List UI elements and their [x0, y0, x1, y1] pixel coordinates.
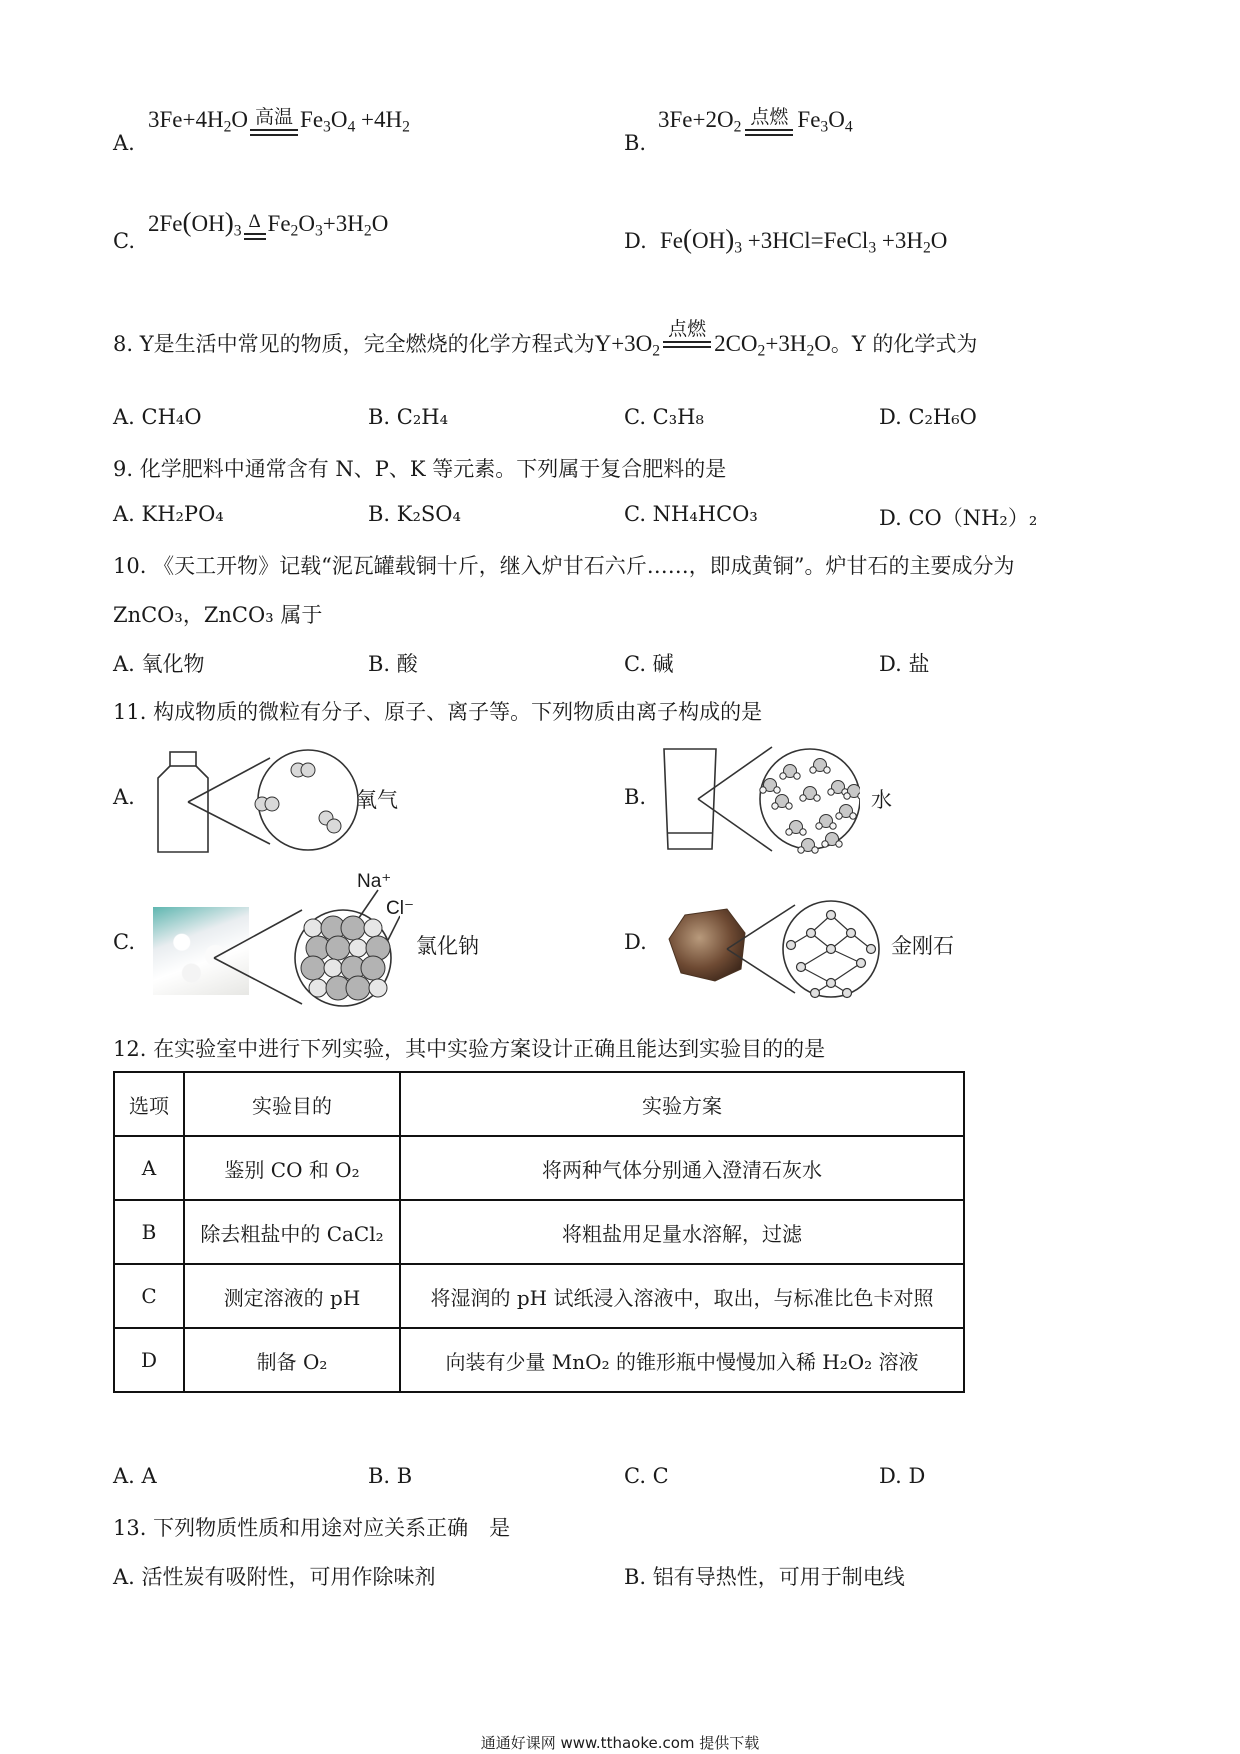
question-10-line2: ZnCO₃，ZnCO₃ 属于	[113, 603, 323, 627]
q8-option-c[interactable]: C. C₃H₈	[624, 405, 704, 429]
question-8-text: 8. Y是生活中常见的物质，完全燃烧的化学方程式为	[113, 332, 595, 356]
q11-option-a-label[interactable]: A.	[113, 785, 135, 809]
row-a-plan: 将两种气体分别通入澄清石灰水	[400, 1136, 964, 1200]
q8-option-b[interactable]: B. C₂H₄	[368, 405, 449, 429]
option-d-equation: $Fe(OH)_3$ +3HCl=FeCl$_3$ $+3H_2O$	[660, 224, 948, 257]
q11-option-d-label[interactable]: D.	[624, 930, 647, 954]
q11-option-c-label[interactable]: C.	[113, 930, 135, 954]
option-b-label: B.	[624, 131, 647, 155]
option-c-label: C.	[113, 229, 135, 253]
table-header-row	[114, 1072, 964, 1136]
question-8	[113, 318, 978, 360]
experiment-table	[113, 1071, 965, 1393]
q12-option-b[interactable]: B. B	[368, 1464, 413, 1488]
option-a-label: A.	[113, 131, 135, 155]
q12-option-d[interactable]: D. D	[879, 1464, 926, 1488]
q11-option-b-name: 水	[871, 788, 892, 812]
row-b-option: B	[114, 1200, 184, 1264]
diamond-diagram	[665, 893, 895, 1013]
row-b-plan: 将粗盐用足量水溶解，过滤	[400, 1200, 964, 1264]
row-a-purpose: 鉴别 CO 和 O₂	[184, 1136, 400, 1200]
question-11: 11. 构成物质的微粒有分子、原子、离子等。下列物质由离子构成的是	[113, 700, 763, 724]
condition-heat: Δ	[248, 210, 261, 232]
q10-option-c[interactable]: C. 碱	[624, 652, 674, 676]
q8-option-d[interactable]: D. C₂H₆O	[879, 405, 977, 429]
header-option: 选项	[114, 1072, 184, 1136]
q8-option-a[interactable]: A. CH₄O	[113, 405, 202, 429]
q11-option-b-label[interactable]: B.	[624, 785, 647, 809]
water-glass-diagram	[660, 735, 860, 857]
oxygen-bottle-diagram	[150, 740, 370, 856]
row-c-option: C	[114, 1264, 184, 1328]
row-c-purpose: 测定溶液的 pH	[184, 1264, 400, 1328]
row-d-option: D	[114, 1328, 184, 1392]
option-a-equation: $3Fe+4H_2O$ 高温 $Fe_3O_4 +4H_2$	[148, 106, 410, 136]
question-8-text-after: 。Y 的化学式为	[830, 332, 978, 356]
table-row	[114, 1264, 964, 1328]
table-row	[114, 1200, 964, 1264]
page-footer: 通通好课网 www.tthaoke.com 提供下载	[480, 1734, 760, 1752]
q10-option-b[interactable]: B. 酸	[368, 652, 418, 676]
table-row	[114, 1136, 964, 1200]
q10-option-a[interactable]: A. 氧化物	[113, 652, 205, 676]
q9-option-a[interactable]: A. KH₂PO₄	[113, 502, 224, 526]
q11-option-d-name: 金刚石	[891, 934, 954, 958]
q11-option-a-name: 氧气	[356, 788, 398, 812]
q12-option-a[interactable]: A. A	[113, 1464, 157, 1488]
table-row	[114, 1328, 964, 1392]
condition-high-temp: 高温	[255, 106, 294, 128]
option-b-equation: $3Fe+2O_2$ 点燃 $Fe_3O_4$	[658, 106, 853, 136]
row-d-plan: 向装有少量 MnO₂ 的锥形瓶中慢慢加入稀 H₂O₂ 溶液	[400, 1328, 964, 1392]
header-plan: 实验方案	[400, 1072, 964, 1136]
q13-option-b[interactable]: B. 铝有导热性，可用于制电线	[624, 1565, 905, 1589]
question-8-equation: $Y+3O_2$ 点燃 $2CO_2+3H_2O$	[594, 318, 831, 360]
q9-option-d[interactable]: D. CO（NH₂）₂	[879, 506, 1038, 530]
condition-ignite-q8: 点燃	[668, 318, 707, 340]
row-c-plan: 将湿润的 pH 试纸浸入溶液中，取出，与标准比色卡对照	[400, 1264, 964, 1328]
sodium-ion-label: Na⁺	[357, 871, 392, 892]
row-d-purpose: 制备 O₂	[184, 1328, 400, 1392]
question-10-line1: 10. 《天工开物》记载“泥瓦罐载铜十斤，继入炉甘石六斤……，即成黄铜”。炉甘石的主要成分为	[113, 554, 1015, 578]
header-purpose: 实验目的	[184, 1072, 400, 1136]
option-c-equation: $2Fe(OH)_3$ Δ $Fe_2O_3+3H_2O$	[148, 207, 389, 240]
row-a-option: A	[114, 1136, 184, 1200]
chloride-ion-label: Cl⁻	[386, 898, 414, 919]
row-b-purpose: 除去粗盐中的 CaCl₂	[184, 1200, 400, 1264]
q12-option-c[interactable]: C. C	[624, 1464, 669, 1488]
q13-option-a[interactable]: A. 活性炭有吸附性，可用作除味剂	[113, 1565, 436, 1589]
condition-ignite: 点燃	[750, 106, 789, 128]
q10-option-d[interactable]: D. 盐	[879, 652, 930, 676]
q9-option-b[interactable]: B. K₂SO₄	[368, 502, 461, 526]
question-9: 9. 化学肥料中通常含有 N、P、K 等元素。下列属于复合肥料的是	[113, 457, 727, 481]
q11-option-c-name: 氯化钠	[416, 934, 479, 958]
q9-option-c[interactable]: C. NH₄HCO₃	[624, 502, 758, 526]
option-d-label: D.	[624, 229, 647, 253]
question-12: 12. 在实验室中进行下列实验，其中实验方案设计正确且能达到实验目的的是	[113, 1037, 826, 1061]
question-13: 13. 下列物质性质和用途对应关系正确 是	[113, 1516, 511, 1540]
